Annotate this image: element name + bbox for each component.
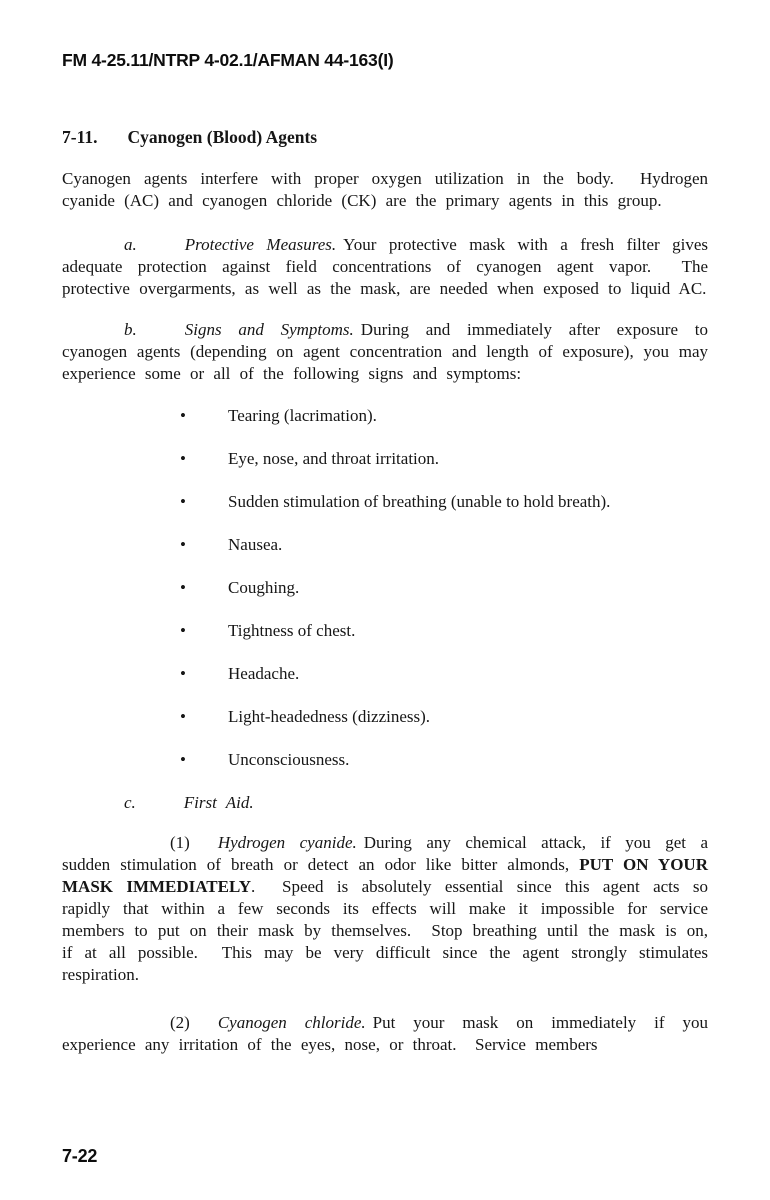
bullet-icon: • [180, 406, 186, 425]
paragraph-label: (2) [170, 1013, 190, 1032]
list-item [180, 534, 708, 556]
paragraph-text: Put your mask on immediately if you experience any irritation of the eyes, nose, or throat. Service members [62, 1013, 708, 1054]
section-heading [62, 126, 708, 148]
paragraph-label: c. [124, 793, 136, 812]
paragraph-text: Your protective mask with a fresh filter gives adequate protection against field concentrations of cyanogen agent vapor. The protective overgarments, as well as the mask, are needed when exposed to liquid AC. [62, 235, 708, 298]
section-title: Cyanogen (Blood) Agents [127, 127, 318, 147]
paragraph-text: During any chemical attack, if you get a sudden stimulation of breath or detect an odor like bitter almonds, [62, 833, 708, 874]
list-item [180, 706, 708, 728]
paragraph-label: (1) [170, 833, 190, 852]
document-header: FM 4-25.11/NTRP 4-02.1/AFMAN 44-163(I) [62, 50, 394, 70]
symptom-text: Coughing. [228, 578, 300, 597]
list-item [180, 620, 708, 642]
paragraph-label: b. [124, 320, 137, 339]
paragraph-first-aid-heading [62, 792, 708, 814]
symptom-text: Unconsciousness. [228, 750, 350, 769]
paragraph-label: a. [124, 235, 137, 254]
paragraph-hydrogen-cyanide [62, 832, 708, 986]
section-number: 7-11. [62, 127, 98, 147]
paragraph-text: . Speed is absolutely essential since this agent acts so rapidly that within a few seconds its effects will make it impossible for service members to put on their mask by themselves. Stop breathing until the mask is on, if at all possible. This may be very difficult since the agent strongly stimulates respiration. [62, 877, 708, 984]
bullet-icon: • [180, 449, 186, 468]
paragraph-cyanogen-chloride [62, 1012, 708, 1056]
paragraph-text: During and immediately after exposure to cyanogen agents (depending on agent concentration and length of exposure), you may experience some or all of the following signs and symptoms: [62, 320, 708, 383]
symptom-text: Eye, nose, and throat irritation. [228, 449, 440, 468]
paragraph-title: First Aid. [183, 793, 254, 812]
paragraph-title: Hydrogen cyanide. [217, 833, 357, 852]
bullet-icon: • [180, 535, 186, 554]
list-item [180, 405, 708, 427]
list-item [180, 448, 708, 470]
bullet-icon: • [180, 707, 186, 726]
symptom-text: Headache. [228, 664, 300, 683]
paragraph-signs-symptoms [62, 319, 708, 385]
symptom-text: Tightness of chest. [228, 621, 356, 640]
symptom-text: Sudden stimulation of breathing (unable to hold breath). [228, 492, 611, 511]
paragraph-title: Protective Measures. [184, 235, 337, 254]
symptom-text: Tearing (lacrimation). [228, 406, 377, 425]
symptom-text: Light-headedness (dizziness). [228, 707, 431, 726]
paragraph-title: Cyanogen chloride. [217, 1013, 366, 1032]
list-item [180, 491, 708, 513]
symptom-list [62, 405, 708, 771]
list-item [180, 663, 708, 685]
bullet-icon: • [180, 492, 186, 511]
bullet-icon: • [180, 750, 186, 769]
list-item [180, 577, 708, 599]
symptom-text: Nausea. [228, 535, 283, 554]
paragraph-title: Signs and Symptoms. [184, 320, 354, 339]
page-number: 7-22 [62, 1146, 98, 1166]
mask-warning-text: PUT ON YOUR MASK IMMEDIATELY [62, 855, 708, 896]
bullet-icon: • [180, 578, 186, 597]
paragraph-protective-measures [62, 234, 708, 300]
bullet-icon: • [180, 621, 186, 640]
bullet-icon: • [180, 664, 186, 683]
list-item [180, 749, 708, 771]
intro-paragraph: Cyanogen agents interfere with proper oxygen utilization in the body. Hydrogen cyanide (AC) and cyanogen chloride (CK) are the primary agents in this group. [62, 169, 708, 210]
